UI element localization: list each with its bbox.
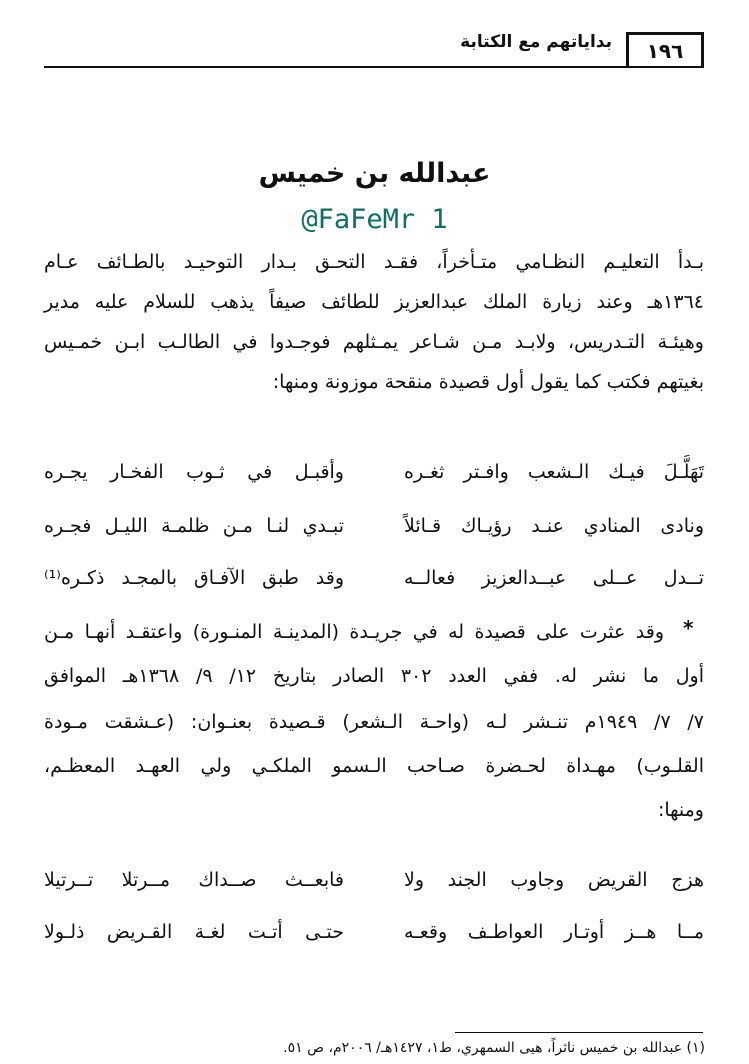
poem-verse bbox=[44, 506, 704, 546]
intro-line: وهيئـة التـدريس، ولابـد مـن شـاعر يمـثلهم فوجـدوا في الطالـب ابـن خمـيس bbox=[44, 331, 704, 353]
note-line: ٧/ ٧/ ١٩٤٩م تنـشر لـه (واحـة الـشعر) قـصيدة بعنـوان: (عـشقت مـودة bbox=[44, 711, 704, 733]
verse-second-hemistich: تبـدي لنـا مـن ظلمـة الليـل فجـره bbox=[44, 515, 344, 537]
footnote-rule bbox=[455, 1032, 703, 1033]
intro-paragraph bbox=[44, 242, 704, 402]
watermark-handle: @FaFeMr 1 bbox=[301, 204, 448, 235]
verse-second-hemistich: وقد طبق الآفـاق بالمجـد ذكـره⁽¹⁾ bbox=[44, 567, 344, 589]
verse-first-hemistich: تَهَلَّـلَ فيـك الـشعب وافـتر ثغـره bbox=[404, 461, 704, 483]
poem-verse bbox=[44, 860, 704, 900]
verse-first-hemistich: تــدل عــلى عبــدالعزيز فعالــه bbox=[404, 567, 704, 589]
poem-verse bbox=[44, 912, 704, 952]
footnote: (١) عبدالله بن خميس ناثراً، هيى السمهري، ط١، ١٤٢٧هـ/ ٢٠٠٦م، ص ٥١. bbox=[283, 1040, 705, 1056]
note-paragraph bbox=[44, 612, 704, 834]
page-header bbox=[44, 26, 704, 70]
note-marker: * bbox=[683, 616, 694, 640]
page-number: ١٩٦ bbox=[626, 32, 704, 66]
note-line: ومنها: bbox=[657, 799, 704, 821]
verse-first-hemistich: مــا هــز أوتـار العواطـف وقعـه bbox=[404, 921, 704, 943]
intro-line: بـدأ التعليـم النظـامي متـأخراً، فقـد التحـق بـدار التوحيـد بالطـائف عـام bbox=[44, 251, 704, 273]
section-title: عبدالله بن خميس bbox=[258, 158, 491, 189]
verse-second-hemistich: وأقبـل في ثـوب الفخـار يجـره bbox=[44, 461, 344, 483]
note-line: القلـوب) مهـداة لحـضرة صـاحب الـسمو الملكـي ولي العهـد المعظـم، bbox=[44, 755, 704, 777]
verse-second-hemistich: حتـى أتـت لغـة القـريض ذلـولا bbox=[44, 921, 344, 943]
intro-line: بغيتهم فكتب كما يقول أول قصيدة منقحة موزونة ومنها: bbox=[272, 371, 704, 393]
note-line: أول ما نشر له. ففي العدد ٣٠٢ الصادر بتاريخ ١٢/ ٩/ ١٣٦٨هـ الموافق bbox=[44, 665, 704, 687]
verse-first-hemistich: هزج القريض وجاوب الجند ولا bbox=[404, 869, 704, 891]
verse-second-hemistich: فابعــث صــداك مــرتلا تــرتيلا bbox=[44, 869, 344, 891]
header-rule bbox=[44, 66, 704, 68]
verse-first-hemistich: ونادى المنادي عنـد رؤيـاك قـائلاً bbox=[404, 515, 704, 537]
poem-verse bbox=[44, 452, 704, 492]
note-line: وقد عثرت على قصيدة له في جريـدة (المدينـة المنـورة) واعتقـد أنهـا مـن bbox=[44, 621, 664, 643]
intro-line: ١٣٦٤هـ وعند زيارة الملك عبدالعزيز للطائف صيفاً يذهب للسلام عليه مدير bbox=[44, 291, 704, 313]
running-head: بداياتهم مع الكتابة bbox=[460, 32, 612, 52]
poem-verse bbox=[44, 558, 704, 598]
